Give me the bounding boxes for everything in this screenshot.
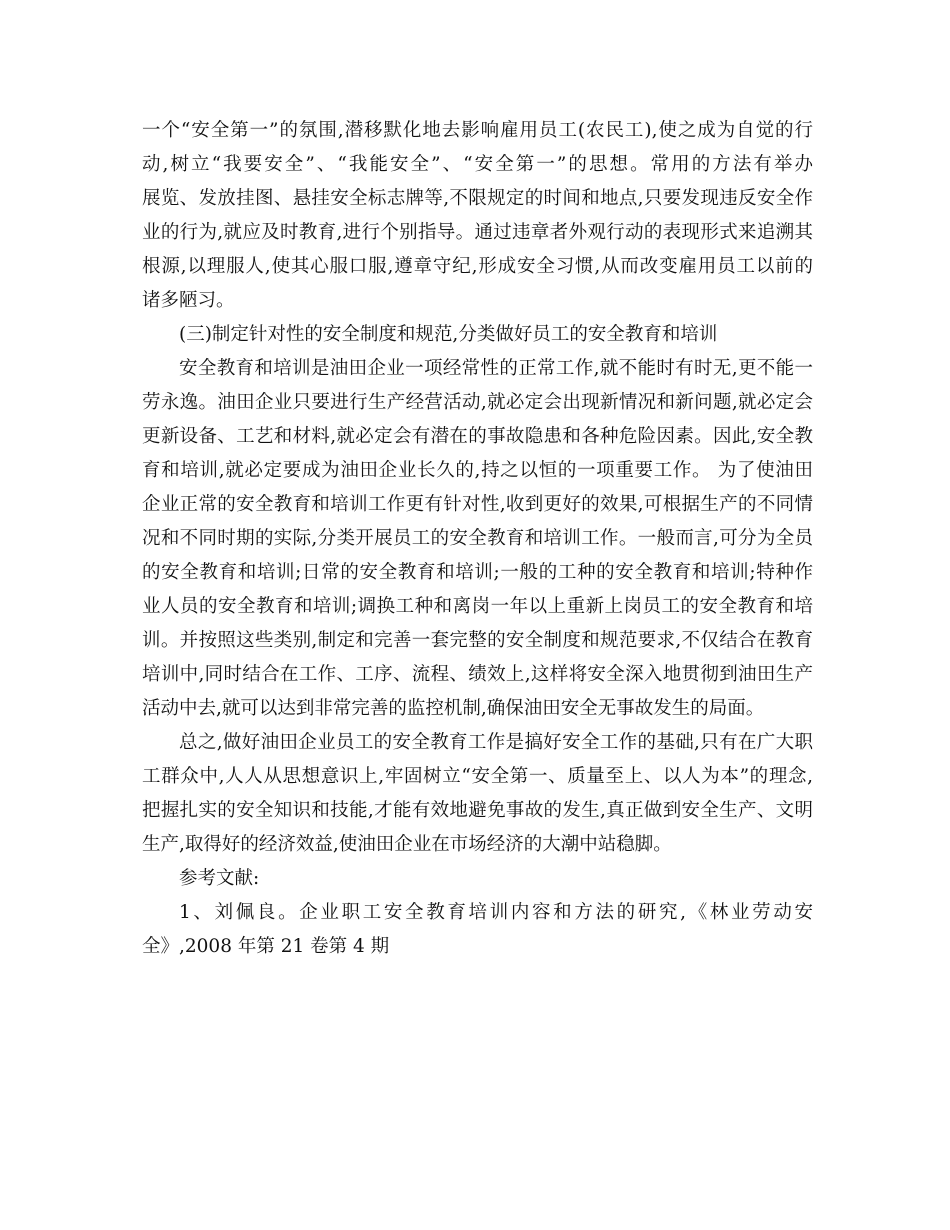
- text-line: 劳永逸。油田企业只要进行生产经营活动,就必定会出现新情况和新问题,就必定会: [142, 392, 813, 413]
- document-body: [142, 114, 813, 964]
- text-line: 更新设备、工艺和材料,就必定会有潜在的事故隐患和各种危险因素。因此,安全教: [142, 426, 813, 447]
- text-line: 训。并按照这些类别,制定和完善一套完整的安全制度和规范要求,不仅结合在教育: [142, 630, 813, 651]
- text-line: 企业正常的安全教育和培训工作更有针对性,收到更好的效果,可根据生产的不同情: [142, 494, 813, 515]
- text-line: 活动中去,就可以达到非常完善的监控机制,确保油田安全无事故发生的局面。: [142, 698, 765, 719]
- text-line: 育和培训,就必定要成为油田企业长久的,持之以恒的一项重要工作。 为了使油田: [142, 460, 813, 481]
- text-line: 生产,取得好的经济效益,使油田企业在市场经济的大潮中站稳脚。: [142, 834, 672, 855]
- text-line: 参考文献:: [179, 868, 260, 889]
- text-line: 把握扎实的安全知识和技能,才能有效地避免事故的发生,真正做到安全生产、文明: [142, 800, 813, 821]
- text-line: 培训中,同时结合在工作、工序、流程、绩效上,这样将安全深入地贯彻到油田生产: [142, 664, 813, 685]
- text-line: (三)制定针对性的安全制度和规范,分类做好员工的安全教育和培训: [179, 324, 718, 345]
- text-line: 1、刘佩良。企业职工安全教育培训内容和方法的研究,《林业劳动安: [179, 902, 813, 923]
- text-line: 动,树立“我要安全”、“我能安全”、“安全第一”的思想。常用的方法有举办: [142, 154, 813, 175]
- text-line: 的安全教育和培训;日常的安全教育和培训;一般的工种的安全教育和培训;特种作: [142, 562, 813, 583]
- text-line: 业的行为,就应及时教育,进行个别指导。通过违章者外观行动的表现形式来追溯其: [142, 222, 813, 243]
- text-line: 工群众中,人人从思想意识上,牢固树立“安全第一、质量至上、以人为本”的理念,: [142, 766, 813, 787]
- text-line: 业人员的安全教育和培训;调换工种和离岗一年以上重新上岗员工的安全教育和培: [142, 596, 813, 617]
- text-line: 根源,以理服人,使其心服口服,遵章守纪,形成安全习惯,从而改变雇用员工以前的: [142, 256, 813, 277]
- text-line: 安全教育和培训是油田企业一项经常性的正常工作,就不能时有时无,更不能一: [179, 358, 813, 379]
- text-line: 一个“安全第一”的氛围,潜移默化地去影响雇用员工(农民工),使之成为自觉的行: [142, 120, 813, 141]
- text-line: 况和不同时期的实际,分类开展员工的安全教育和培训工作。一般而言,可分为全员: [142, 528, 813, 549]
- text-line: 总之,做好油田企业员工的安全教育工作是搞好安全工作的基础,只有在广大职: [179, 732, 813, 753]
- text-line: 展览、发放挂图、悬挂安全标志牌等,不限规定的时间和地点,只要发现违反安全作: [142, 188, 813, 209]
- text-line: 诸多陋习。: [142, 290, 235, 311]
- text-line: 全》,2008 年第 21 卷第 4 期: [142, 936, 390, 957]
